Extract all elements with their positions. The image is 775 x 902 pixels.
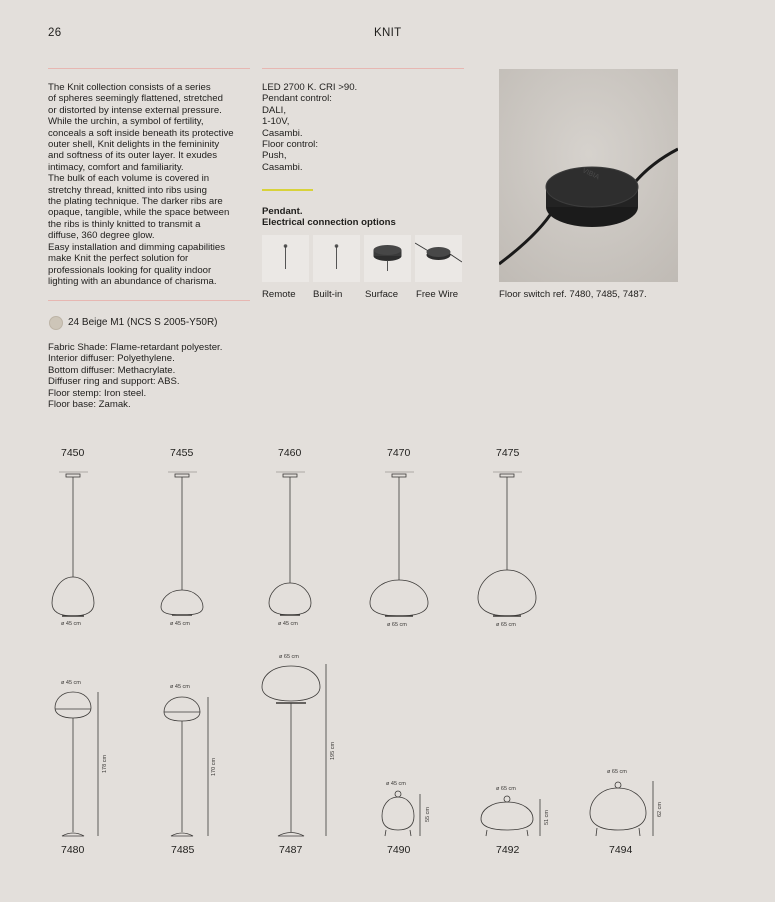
floor-7487-drawing: [262, 664, 326, 836]
floor-7490-drawing: [382, 791, 420, 836]
photo-caption: Floor switch ref. 7480, 7485, 7487.: [499, 289, 647, 300]
pendant-7475-drawing: [478, 472, 536, 616]
pendant-7455-drawing: [161, 472, 203, 615]
model-7492-label: 7492: [496, 844, 520, 856]
floor-7480-drawing: [55, 692, 98, 836]
floor-7494-drawing: [590, 781, 653, 836]
model-7480-label: 7480: [61, 844, 85, 856]
pendant-7460-drawing: [269, 472, 311, 615]
pendant-7470-drawing: [370, 472, 428, 616]
materials-text: Fabric Shade: Flame-retardant polyester. Interior diffuser: Polyethylene. Bottom diffuser: Methacrylate. Diffuser ring and support: ABS. Floor stemp: Iron steel. Floor base: Zamak.: [48, 342, 223, 411]
floor-7492-drawing: [481, 796, 540, 836]
color-label: 24 Beige M1 (NCS S 2005-Y50R): [68, 317, 218, 328]
diameter-7494: ø 65 cm: [607, 769, 627, 775]
page-title: KNIT: [374, 27, 402, 39]
model-7487-label: 7487: [279, 844, 303, 856]
diameter-7492: ø 65 cm: [496, 786, 516, 792]
model-7490-label: 7490: [387, 844, 411, 856]
diameter-7470: ø 65 cm: [387, 622, 407, 628]
pendant-7450-drawing: [52, 472, 94, 616]
diameter-7490: ø 45 cm: [386, 781, 406, 787]
option-label-remote: Remote: [262, 289, 296, 300]
height-7487: 195 cm: [330, 741, 336, 760]
height-7494: 62 cm: [657, 802, 663, 817]
option-label-freewire: Free Wire: [416, 289, 459, 300]
specs-text: LED 2700 K. CRI >90. Pendant control: DALI, 1-10V, Casambi. Floor control: Push, Casambi.: [262, 82, 358, 173]
diameter-7480: ø 45 cm: [61, 680, 81, 686]
height-7492: 51 cm: [544, 810, 550, 825]
description-text: The Knit collection consists of a series of spheres seemingly flattened, stretched or distorted by intense external pressure. While the urchin, a symbol of fertility, conceals a soft inside beneath its protective outer shell, Knit delights in the femininity and softness of its outer layer. It exudes intimacy, comfort and familiarity. The bulk of each volume is covered in stretchy thread, knitted into ribs using the plating technique. The darker ribs are opaque, tangible, while the space between the ribs is thinly knitted to transmit a diffuse, 360 degree glow. Easy installation and dimming capabilities make Knit the perfect solution for professionals looking for quality indoor lighting with an abundance of charisma.: [48, 82, 234, 287]
brand-text: VIBIA: [581, 167, 601, 182]
model-7485-label: 7485: [171, 844, 195, 856]
diameter-7455: ø 45 cm: [170, 621, 190, 627]
diameter-7487: ø 65 cm: [279, 654, 299, 660]
diameter-7485: ø 45 cm: [170, 684, 190, 690]
floor-7485-drawing: [164, 697, 208, 836]
diameter-7475: ø 65 cm: [496, 622, 516, 628]
connection-title: Pendant. Electrical connection options: [262, 206, 396, 229]
option-label-builtin: Built-in: [313, 289, 343, 300]
option-label-surface: Surface: [365, 289, 399, 300]
height-7485: 170 cm: [211, 757, 217, 776]
height-7490: 55 cm: [425, 807, 431, 822]
diameter-7460: ø 45 cm: [278, 621, 298, 627]
height-7480: 178 cm: [102, 754, 108, 773]
model-7460-label: 7460: [278, 447, 302, 459]
page-number: 26: [48, 27, 62, 39]
model-7455-label: 7455: [170, 447, 194, 459]
model-7470-label: 7470: [387, 447, 411, 459]
model-7450-label: 7450: [61, 447, 85, 459]
model-7475-label: 7475: [496, 447, 520, 459]
diameter-7450: ø 45 cm: [61, 621, 81, 627]
model-7494-label: 7494: [609, 844, 633, 856]
